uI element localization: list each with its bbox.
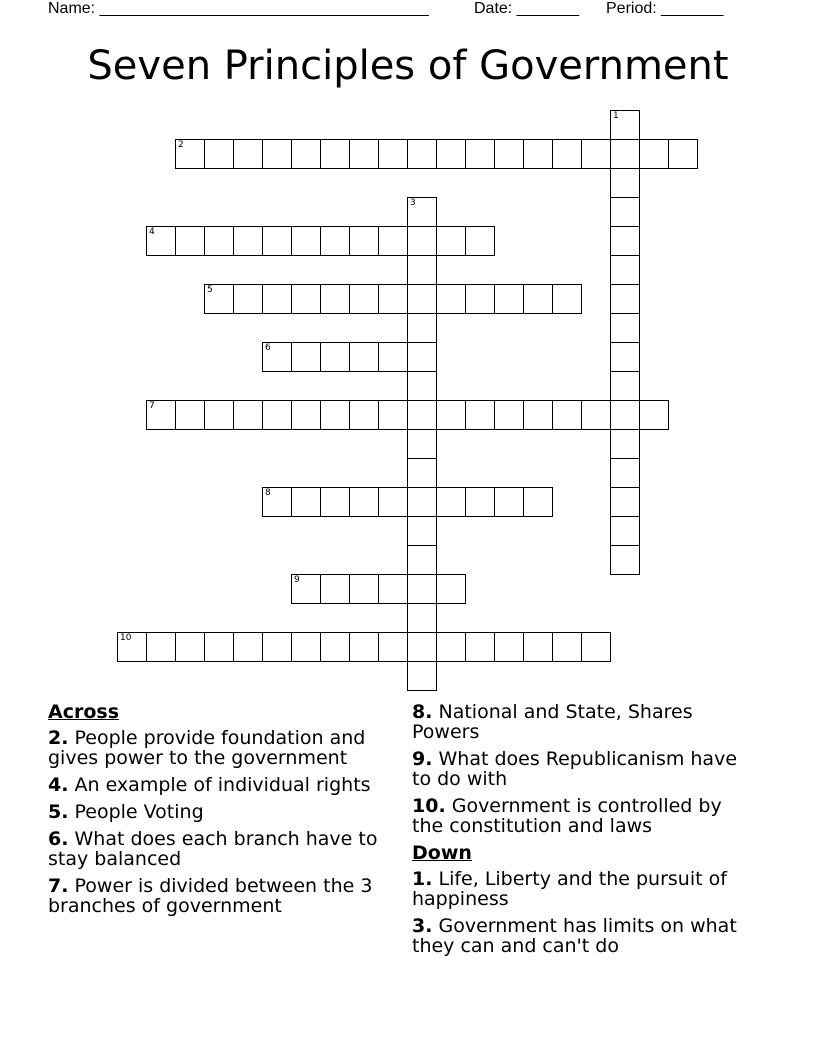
crossword-cell[interactable] bbox=[204, 226, 234, 256]
clues-column-right bbox=[412, 700, 757, 963]
clue-text: People provide foundation and gives power to the government bbox=[48, 727, 366, 769]
crossword-cell[interactable] bbox=[465, 139, 495, 169]
clue-across-2 bbox=[48, 728, 388, 768]
crossword-cell[interactable] bbox=[523, 139, 553, 169]
crossword-cell[interactable] bbox=[262, 487, 292, 517]
clue-text: Life, Liberty and the pursuit of happiness bbox=[412, 868, 727, 910]
crossword-cell[interactable] bbox=[610, 429, 640, 459]
crossword-cell[interactable] bbox=[349, 226, 379, 256]
crossword-cell[interactable] bbox=[233, 632, 263, 662]
crossword-cell[interactable] bbox=[407, 400, 437, 430]
crossword-cell[interactable] bbox=[349, 632, 379, 662]
clue-number-label: 9 bbox=[294, 575, 300, 585]
crossword-cell[interactable] bbox=[610, 284, 640, 314]
crossword-cell[interactable] bbox=[233, 226, 263, 256]
crossword-cell[interactable] bbox=[320, 342, 350, 372]
crossword-cell[interactable] bbox=[610, 197, 640, 227]
crossword-cell[interactable] bbox=[262, 226, 292, 256]
crossword-cell[interactable] bbox=[320, 139, 350, 169]
clue-across-7 bbox=[48, 876, 388, 916]
crossword-cell[interactable] bbox=[320, 400, 350, 430]
crossword-cell[interactable] bbox=[407, 139, 437, 169]
crossword-cell[interactable] bbox=[378, 342, 408, 372]
crossword-cell[interactable] bbox=[407, 661, 437, 691]
crossword-cell[interactable] bbox=[407, 458, 437, 488]
crossword-cell[interactable] bbox=[349, 139, 379, 169]
clue-number: 6. bbox=[48, 828, 69, 850]
crossword-cell[interactable] bbox=[465, 632, 495, 662]
crossword-cell[interactable] bbox=[407, 313, 437, 343]
crossword-cell[interactable] bbox=[523, 632, 553, 662]
crossword-cell[interactable] bbox=[378, 574, 408, 604]
crossword-cell[interactable] bbox=[407, 574, 437, 604]
crossword-cell[interactable] bbox=[262, 139, 292, 169]
clue-down-3 bbox=[412, 916, 757, 956]
crossword-cell[interactable] bbox=[581, 632, 611, 662]
clue-number: 8. bbox=[412, 701, 433, 723]
crossword-cell[interactable] bbox=[610, 255, 640, 285]
crossword-cell[interactable] bbox=[436, 226, 466, 256]
crossword-cell[interactable] bbox=[204, 284, 234, 314]
crossword-cell[interactable] bbox=[291, 632, 321, 662]
crossword-cell[interactable] bbox=[610, 342, 640, 372]
crossword-cell[interactable] bbox=[349, 400, 379, 430]
crossword-cell[interactable] bbox=[204, 400, 234, 430]
crossword-cell[interactable] bbox=[262, 400, 292, 430]
clue-text: Government has limits on what they can and can't do bbox=[412, 915, 737, 957]
crossword-cell[interactable] bbox=[610, 139, 640, 169]
crossword-cell[interactable] bbox=[320, 574, 350, 604]
clue-across-6 bbox=[48, 829, 388, 869]
crossword-cell[interactable] bbox=[407, 284, 437, 314]
crossword-cell[interactable] bbox=[407, 632, 437, 662]
crossword-cell[interactable] bbox=[146, 226, 176, 256]
clue-number-label: 10 bbox=[120, 633, 132, 643]
page-title: Seven Principles of Government bbox=[87, 43, 729, 89]
crossword-cell[interactable] bbox=[407, 487, 437, 517]
crossword-cell[interactable] bbox=[349, 284, 379, 314]
crossword-cell[interactable] bbox=[610, 226, 640, 256]
clue-number-label: 4 bbox=[149, 227, 155, 237]
crossword-cell[interactable] bbox=[610, 400, 640, 430]
crossword-cell[interactable] bbox=[262, 632, 292, 662]
crossword-cell[interactable] bbox=[639, 400, 669, 430]
crossword-cell[interactable] bbox=[291, 342, 321, 372]
clue-down-1 bbox=[412, 869, 757, 909]
crossword-cell[interactable] bbox=[407, 603, 437, 633]
crossword-cell[interactable] bbox=[523, 400, 553, 430]
crossword-cell[interactable] bbox=[436, 139, 466, 169]
name-field[interactable]: Name: _____________________________________ bbox=[48, 0, 429, 17]
crossword-cell[interactable] bbox=[407, 545, 437, 575]
crossword-cell[interactable] bbox=[262, 284, 292, 314]
clue-number-label: 7 bbox=[149, 401, 155, 411]
crossword-cell[interactable] bbox=[407, 429, 437, 459]
crossword-cell[interactable] bbox=[610, 458, 640, 488]
clue-number-label: 6 bbox=[265, 343, 271, 353]
crossword-cell[interactable] bbox=[233, 284, 263, 314]
clue-text: Power is divided between the 3 branches of government bbox=[48, 875, 373, 917]
crossword-cell[interactable] bbox=[291, 284, 321, 314]
crossword-cell[interactable] bbox=[407, 197, 437, 227]
crossword-cell[interactable] bbox=[378, 400, 408, 430]
crossword-cell[interactable] bbox=[407, 342, 437, 372]
crossword-cell[interactable] bbox=[465, 400, 495, 430]
crossword-cell[interactable] bbox=[378, 139, 408, 169]
crossword-cell[interactable] bbox=[494, 284, 524, 314]
crossword-cell[interactable] bbox=[291, 139, 321, 169]
crossword-cell[interactable] bbox=[291, 400, 321, 430]
crossword-cell[interactable] bbox=[639, 139, 669, 169]
clue-text: An example of individual rights bbox=[74, 774, 371, 796]
crossword-cell[interactable] bbox=[610, 110, 640, 140]
crossword-cell[interactable] bbox=[494, 400, 524, 430]
clue-number: 10. bbox=[412, 795, 446, 817]
clue-across-10 bbox=[412, 796, 757, 836]
clue-text: What does each branch have to stay balanced bbox=[48, 828, 378, 870]
crossword-cell[interactable] bbox=[291, 226, 321, 256]
crossword-cell[interactable] bbox=[320, 487, 350, 517]
clue-number-label: 1 bbox=[613, 111, 619, 121]
crossword-cell[interactable] bbox=[407, 226, 437, 256]
crossword-cell[interactable] bbox=[494, 139, 524, 169]
crossword-cell[interactable] bbox=[610, 313, 640, 343]
crossword-cell[interactable] bbox=[436, 284, 466, 314]
crossword-cell[interactable] bbox=[494, 632, 524, 662]
crossword-cell[interactable] bbox=[291, 487, 321, 517]
crossword-cell[interactable] bbox=[552, 632, 582, 662]
crossword-cell[interactable] bbox=[581, 139, 611, 169]
crossword-cell[interactable] bbox=[552, 284, 582, 314]
crossword-cell[interactable] bbox=[407, 516, 437, 546]
clue-number: 9. bbox=[412, 748, 433, 770]
crossword-cell[interactable] bbox=[610, 487, 640, 517]
crossword-cell[interactable] bbox=[146, 632, 176, 662]
clue-number: 4. bbox=[48, 774, 69, 796]
clue-number-label: 2 bbox=[178, 140, 184, 150]
crossword-cell[interactable] bbox=[262, 342, 292, 372]
crossword-cell[interactable] bbox=[320, 284, 350, 314]
crossword-cell[interactable] bbox=[204, 139, 234, 169]
crossword-cell[interactable] bbox=[175, 226, 205, 256]
crossword-cell[interactable] bbox=[523, 284, 553, 314]
clue-text: Government is controlled by the constitution and laws bbox=[412, 795, 722, 837]
crossword-cell[interactable] bbox=[610, 168, 640, 198]
crossword-cell[interactable] bbox=[581, 400, 611, 430]
crossword-cell[interactable] bbox=[320, 226, 350, 256]
clue-number: 5. bbox=[48, 801, 69, 823]
crossword-cell[interactable] bbox=[175, 632, 205, 662]
clue-number: 2. bbox=[48, 727, 69, 749]
crossword-cell[interactable] bbox=[378, 487, 408, 517]
crossword-cell[interactable] bbox=[523, 487, 553, 517]
crossword-cell[interactable] bbox=[465, 284, 495, 314]
crossword-cell[interactable] bbox=[407, 371, 437, 401]
crossword-cell[interactable] bbox=[204, 632, 234, 662]
crossword-cell[interactable] bbox=[349, 574, 379, 604]
crossword-cell[interactable] bbox=[610, 516, 640, 546]
crossword-cell[interactable] bbox=[233, 139, 263, 169]
crossword-cell[interactable] bbox=[349, 487, 379, 517]
clue-across-5 bbox=[48, 802, 388, 822]
clue-number: 3. bbox=[412, 915, 433, 937]
down-heading: Down bbox=[412, 842, 472, 864]
crossword-cell[interactable] bbox=[436, 400, 466, 430]
crossword-cell[interactable] bbox=[552, 400, 582, 430]
crossword-cell[interactable] bbox=[349, 342, 379, 372]
crossword-cell[interactable] bbox=[175, 400, 205, 430]
clue-across-9 bbox=[412, 749, 757, 789]
crossword-cell[interactable] bbox=[233, 400, 263, 430]
crossword-cell[interactable] bbox=[175, 139, 205, 169]
crossword-cell[interactable] bbox=[465, 226, 495, 256]
date-field[interactable]: Date: _______ bbox=[474, 0, 579, 17]
clue-text: What does Republicanism have to do with bbox=[412, 748, 738, 790]
crossword-cell[interactable] bbox=[407, 255, 437, 285]
crossword-cell[interactable] bbox=[494, 487, 524, 517]
period-field[interactable]: Period: _______ bbox=[606, 0, 724, 17]
crossword-cell[interactable] bbox=[436, 574, 466, 604]
clue-number-label: 3 bbox=[410, 198, 416, 208]
crossword-cell[interactable] bbox=[378, 632, 408, 662]
clue-number: 7. bbox=[48, 875, 69, 897]
crossword-cell[interactable] bbox=[436, 487, 466, 517]
crossword-cell[interactable] bbox=[610, 371, 640, 401]
crossword-cell[interactable] bbox=[320, 632, 350, 662]
crossword-cell[interactable] bbox=[291, 574, 321, 604]
clue-across-8 bbox=[412, 702, 757, 742]
clues-column-left bbox=[48, 700, 388, 923]
clue-number-label: 5 bbox=[207, 285, 213, 295]
crossword-cell[interactable] bbox=[378, 284, 408, 314]
crossword-cell[interactable] bbox=[378, 226, 408, 256]
crossword-cell[interactable] bbox=[146, 400, 176, 430]
clue-text: National and State, Shares Powers bbox=[412, 701, 693, 743]
clue-across-4 bbox=[48, 775, 388, 795]
clue-text: People Voting bbox=[74, 801, 204, 823]
crossword-cell[interactable] bbox=[610, 545, 640, 575]
crossword-cell[interactable] bbox=[465, 487, 495, 517]
crossword-cell[interactable] bbox=[668, 139, 698, 169]
clue-number: 1. bbox=[412, 868, 433, 890]
crossword-cell[interactable] bbox=[117, 632, 147, 662]
clue-number-label: 8 bbox=[265, 488, 271, 498]
across-heading: Across bbox=[48, 701, 120, 723]
crossword-cell[interactable] bbox=[552, 139, 582, 169]
crossword-cell[interactable] bbox=[436, 632, 466, 662]
